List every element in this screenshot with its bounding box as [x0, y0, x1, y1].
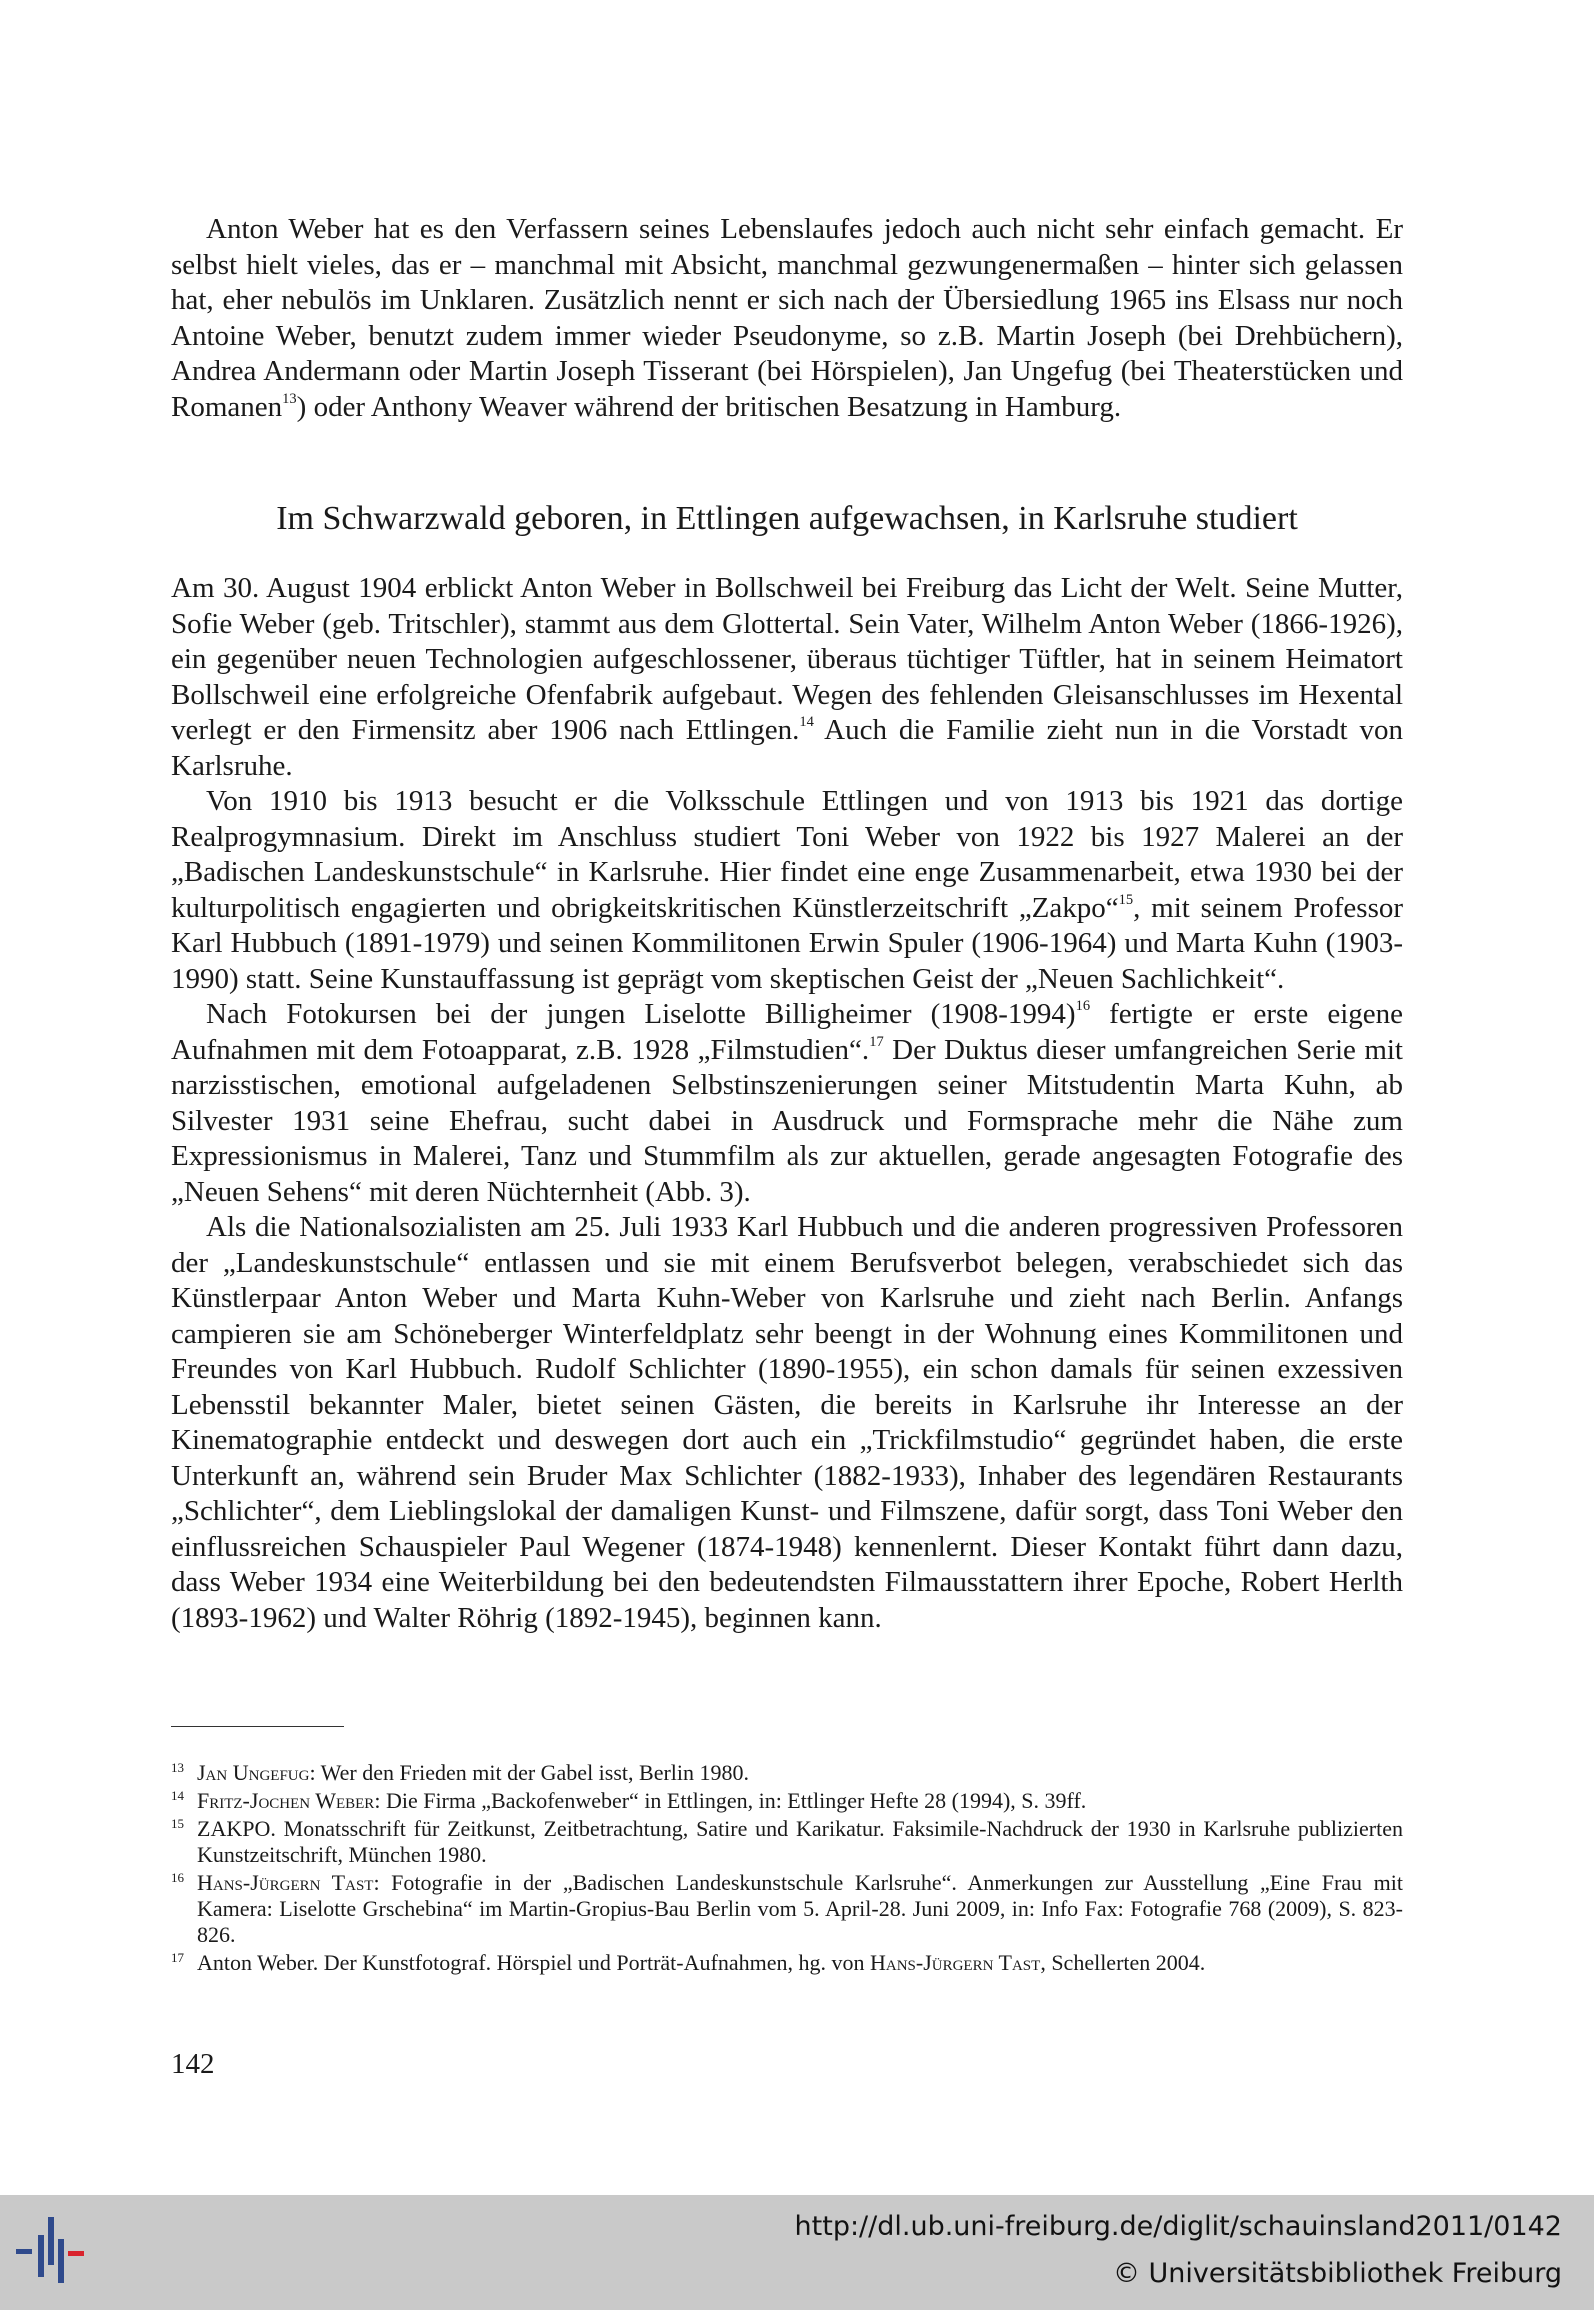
footnote-ref-15[interactable]: 15	[1118, 891, 1134, 908]
body-text	[171, 571, 1403, 1636]
paragraph-3	[171, 997, 1403, 1210]
footnotes	[171, 1760, 1403, 1978]
ub-freiburg-logo-icon	[14, 2211, 104, 2291]
footnote-number: 17	[171, 1950, 184, 1965]
paragraph-2-text-b: , mit seinem Professor Karl Hubbuch (1891-1979) und seinen Kommilitonen Erwin Spuler (1906-1964) und Marta Kuhn (1903-1990) statt. Seine Kunstauffassung ist geprägt vom skeptischen Geist der „Neuen Sachlichkeit“.	[171, 891, 1404, 995]
footnote-number: 16	[171, 1870, 184, 1885]
logo-graphic	[14, 2211, 104, 2291]
footer-copyright: © Universitätsbibliothek Freiburg	[1112, 2258, 1562, 2289]
paragraph-1	[171, 571, 1403, 784]
footnote-number: 13	[171, 1760, 184, 1775]
footnote-16	[171, 1870, 1403, 1948]
footnote-ref-16[interactable]: 16	[1075, 998, 1091, 1015]
section-heading: Im Schwarzwald geboren, in Ettlingen aufgewachsen, in Karlsruhe studiert	[276, 500, 1298, 537]
intro-text-a: Anton Weber hat es den Verfassern seines Lebenslaufes jedoch auch nicht sehr einfach gemacht. Er selbst hielt vieles, das er – manchmal mit Absicht, manchmal gezwungenermaßen – hinter sich gelassen hat, eher nebulös im Unklaren. Zusätzlich nennt er sich nach der Übersiedlung 1965 ins Elsass nur noch Antoine Weber, benutzt zudem immer wieder Pseudonyme, so z.B. Martin Joseph (bei Drehbüchern), Andrea Andermann oder Martin Joseph Tisserant (bei Hörspielen), Jan Ungefug (bei Theaterstücken und Romanen	[171, 213, 1403, 423]
footnote-text: : Wer den Frieden mit der Gabel isst, Berlin 1980.	[309, 1760, 750, 1785]
paragraph-4-text: Als die Nationalsozialisten am 25. Juli 1933 Karl Hubbuch und die anderen progressiven Professoren der „Landeskunstschule“ entlassen und sie mit einem Berufsverbot belegen, verabschiedet sich das Künstlerpaar Anton Weber und Marta Kuhn-Weber von Karlsruhe und zieht nach Berlin. Anfangs campieren sie am Schöneberger Winterfeldplatz sehr beengt in der Wohnung eines Kommilitonen und Freundes von Karl Hubbuch. Rudolf Schlichter (1890-1955), ein schon damals für seinen exzessiven Lebensstil bekannter Maler, bietet seinen Gästen, die bereits in Karlsruhe ihr Interesse an der Kinematographie entdeckt und deswegen dort auch ein „Trickfilmstudio“ gegründet haben, die erste Unterkunft an, während sein Bruder Max Schlichter (1882-1933), Inhaber des legendären Restaurants „Schlichter“, dem Lieblingslokal der damaligen Kunst- und Filmszene, dafür sorgt, dass Toni Weber den einflussreichen Schauspieler Paul Wegener (1874-1948) kennenlernt. Dieser Kontakt führt dann dazu, dass Weber 1934 eine Weiterbildung bei den bedeutendsten Filmausstattern ihrer Epoche, Robert Herlth (1893-1962) und Walter Röhrig (1892-1945), beginnen kann.	[171, 1211, 1403, 1634]
footnote-text: ZAKPO. Monatsschrift für Zeitkunst, Zeitbetrachtung, Satire und Karikatur. Faksimile-Nachdruck der 1930 in Karlsruhe publizierten Kunstzeitschrift, München 1980.	[197, 1816, 1403, 1867]
footnote-13	[171, 1760, 1403, 1786]
footnote-number: 14	[171, 1788, 184, 1803]
footnote-number: 15	[171, 1816, 184, 1831]
paragraph-2-text-a: Von 1910 bis 1913 besucht er die Volksschule Ettlingen und von 1913 bis 1921 das dortige Realprogymnasium. Direkt im Anschluss studiert Toni Weber von 1922 bis 1927 Malerei an der „Badischen Landeskunstschule“ in Karlsruhe. Hier findet eine enge Zusammenarbeit, etwa 1930 bei der kulturpolitisch engagierten und obrigkeitskritischen Künstlerzeitschrift „Zakpo“	[171, 785, 1403, 924]
paragraph-3-text-b: fertigte er erste eigene Aufnahmen mit dem Fotoapparat, z.B. 1928 „Filmstudien“.	[171, 998, 1403, 1066]
paragraph-3-text-a: Nach Fotokursen bei der jungen Liselotte Billigheimer (1908-1994)	[206, 998, 1076, 1030]
footnote-17	[171, 1950, 1403, 1976]
footnote-text: : Fotografie in der „Badischen Landeskunstschule Karlsruhe“. Anmerkungen zur Ausstellung „Eine Frau mit Kamera: Liselotte Grschebina“ im Martin-Gropius-Bau Berlin vom 5. April-28. Juni 2009, in: Info Fax: Fotografie 768 (2009), S. 823-826.	[197, 1870, 1403, 1947]
footer-bar	[0, 2195, 1594, 2310]
footnote-ref-14[interactable]: 14	[799, 714, 814, 731]
paragraph-1-text-a: Am 30. August 1904 erblickt Anton Weber in Bollschweil bei Freiburg das Licht der Welt. Seine Mutter, Sofie Weber (geb. Tritschler), stammt aus dem Glottertal. Sein Vater, Wilhelm Anton Weber (1866-1926), ein gegenüber neuen Technologien aufgeschlossener, überaus tüchtiger Tüftler, hat in seinem Heimatort Bollschweil eine erfolgreiche Ofenfabrik aufgebaut. Wegen des fehlenden Gleisanschlusses im Hexental verlegt er den Firmensitz aber 1906 nach Ettlingen.	[171, 572, 1403, 746]
intro-paragraph	[171, 212, 1403, 425]
intro-text-b: ) oder Anthony Weaver während der britischen Besatzung in Hamburg.	[296, 390, 1122, 423]
page-number: 142	[171, 2048, 215, 2080]
paragraph-4	[171, 1210, 1403, 1636]
footnote-text-end: , Schellerten 2004.	[1040, 1950, 1206, 1975]
footnote-author: Jan Ungefug	[197, 1760, 310, 1785]
footnote-14	[171, 1788, 1403, 1814]
footnote-ref-17[interactable]: 17	[869, 1033, 884, 1050]
footnote-text: Anton Weber. Der Kunstfotograf. Hörspiel und Porträt-Aufnahmen, hg. von	[197, 1950, 870, 1975]
footnote-author: Hans-Jürgern Tast	[197, 1870, 374, 1895]
footer-url-link[interactable]: http://dl.ub.uni-freiburg.de/diglit/schauinsland2011/0142	[794, 2211, 1562, 2242]
footnote-author: Fritz-Jochen Weber	[197, 1788, 375, 1813]
paragraph-2	[171, 784, 1403, 997]
footnote-text: : Die Firma „Backofenweber“ in Ettlingen, in: Ettlinger Hefte 28 (1994), S. 39ff.	[374, 1788, 1087, 1813]
footnote-author: Hans-Jürgern Tast	[869, 1950, 1041, 1975]
paragraph-1-text-b: Auch die Familie zieht nun in die Vorstadt von Karlsruhe.	[171, 714, 1404, 782]
footnote-15	[171, 1816, 1403, 1868]
footnote-ref-13[interactable]: 13	[282, 390, 297, 407]
paragraph-3-text-c: Der Duktus dieser umfangreichen Serie mit narzisstischen, emotional aufgeladenen Selbstinszenierungen seiner Mitstudentin Marta Kuhn, ab Silvester 1931 seine Ehefrau, sucht dabei in Ausdruck und Formsprache mehr die Nähe zum Expressionismus in Malerei, Tanz und Stummfilm als zur aktuellen, gerade angesagten Fotografie des „Neuen Sehens“ mit deren Nüchternheit (Abb. 3).	[171, 1033, 1403, 1208]
footnote-divider	[171, 1726, 344, 1727]
